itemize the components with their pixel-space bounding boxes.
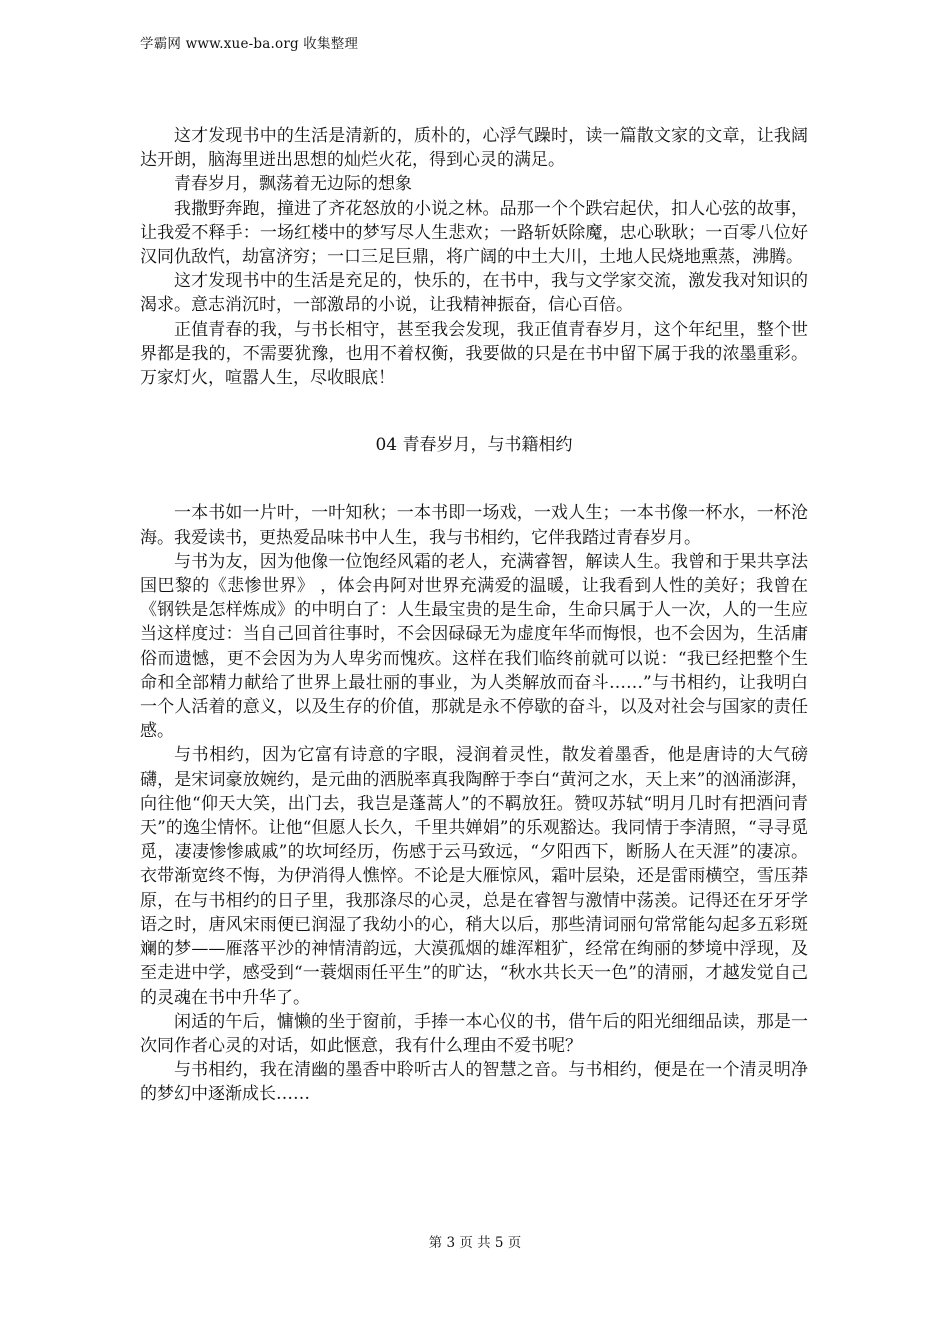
- body-paragraph: 青春岁月，飘荡着无边际的想象: [174, 174, 412, 195]
- body-paragraph: 与书相约，因为它富有诗意的字眼，浸润着灵性，散发着墨香，他是唐诗的大气磅礴，是宋词豪放婉约，是元曲的洒脱率真我陶醉于李白“黄河之水，天上来”的汹涌澎湃，向往他“仰天大笑，出门去，我岂是蓬蒿人”的不羁放狂。赞叹苏轼“明月几时有把酒问青天”的逸尘情怀。让他“但愿人长久，千里共婵娟”的乐观豁达。我同情于李清照，“寻寻觅觅，凄凄惨惨戚戚”的坎坷经历，伤感于云马致远，“夕阳西下，断肠人在天涯”的凄凉。衣带渐宽终不悔，为伊消得人憔悴。不论是大雁惊风，霜叶层染，还是雷雨横空，雪压莽原，在与书相约的日子里，我那涤尽的心灵，总是在睿智与激情中荡羡。记得还在牙牙学语之时，唐风宋雨便已润湿了我幼小的心，稍大以后，那些清词丽句常常能勾起多五彩斑斓的梦——雁落平沙的神情清韵远，大漠孤烟的雄浑粗犷，经常在绚丽的梦境中浮现，及至走进中学，感受到“一蓑烟雨任平生”的旷达，“秋水共长天一色”的清丽，才越发觉自己的灵魂在书中升华了。: [140, 745, 808, 1008]
- document-body: [140, 124, 808, 1107]
- body-paragraph: 我撒野奔跑，撞进了齐花怒放的小说之林。品那一个个跌宕起伏，扣人心弦的故事，让我爱不释手：一场红楼中的梦写尽人生悲欢；一路斩妖除魔，忠心耿耿；一百零八位好汉同仇敌忾，劫富济穷；一口三足巨鼎，将广阔的中土大川，土地人民烧地熏蒸，沸腾。: [140, 198, 808, 268]
- body-paragraph: 这才发现书中的生活是清新的，质朴的，心浮气躁时，读一篇散文家的文章，让我阔达开朗，脑海里迸出思想的灿烂火花，得到心灵的满足。: [140, 126, 808, 171]
- body-paragraph: 一本书如一片叶，一叶知秋；一本书即一场戏，一戏人生；一本书像一杯水，一杯沧海。我爱读书，更热爱品味书中人生，我与书相约，它伴我踏过青春岁月。: [140, 503, 808, 548]
- page-number-footer: 第 3 页 共 5 页: [428, 1235, 522, 1251]
- section-title: 04 青春岁月，与书籍相约: [375, 435, 573, 456]
- body-paragraph: 这才发现书中的生活是充足的，快乐的，在书中，我与文学家交流，激发我对知识的渴求。意志消沉时，一部激昂的小说，让我精神振奋，信心百倍。: [140, 271, 808, 316]
- body-paragraph: 闲适的午后，慵懒的坐于窗前，手捧一本心仪的书，借午后的阳光细细品读，那是一次同作者心灵的对话，如此惬意，我有什么理由不爱书呢？: [140, 1011, 808, 1056]
- body-paragraph: 与书相约，我在清幽的墨香中聆听古人的智慧之音。与书相约，便是在一个清灵明净的梦幻中逐渐成长……: [140, 1060, 808, 1105]
- body-paragraph: 与书为友，因为他像一位饱经风霜的老人，充满睿智，解读人生。我曾和于果共享法国巴黎的《悲惨世界》 ，体会冉阿对世界充满爱的温暖，让我看到人性的美好；我曾在《钢铁是怎样炼成》的中明白了：人生最宝贵的是生命，生命只属于人一次，人的一生应当这样度过：当自己回首往事时，不会因碌碌无为虚度年华而悔恨，也不会因为，生活庸俗而遗憾，更不会因为为人卑劣而愧疚。这样在我们临终前就可以说：“我已经把整个生命和全部精力献给了世界上最壮丽的事业，为人类解放而奋斗……”与书相约，让我明白一个人活着的意义，以及生存的价值，那就是永不停歇的奋斗，以及对社会与国家的责任感。: [140, 551, 808, 742]
- body-paragraph: 正值青春的我，与书长相守，甚至我会发现，我正值青春岁月，这个年纪里，整个世界都是我的，不需要犹豫，也用不着权衡，我要做的只是在书中留下属于我的浓墨重彩。万家灯火，喧嚣人生，尽收眼底！: [140, 319, 808, 389]
- page-header-source: 学霸网 www.xue-ba.org 收集整理: [140, 36, 359, 52]
